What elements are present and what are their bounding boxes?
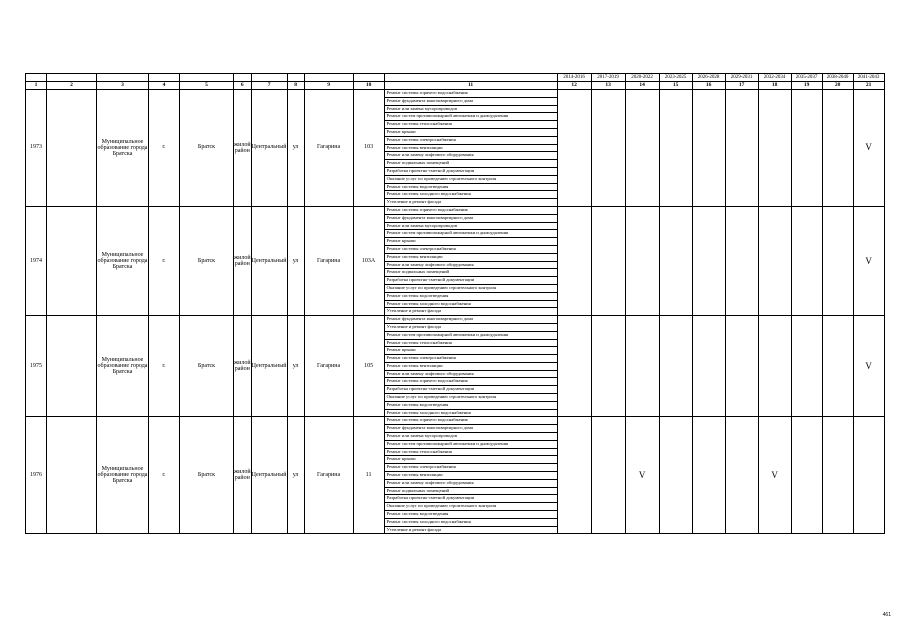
period-mark xyxy=(791,206,822,315)
city: Братск xyxy=(180,206,234,315)
column-number: 11 xyxy=(384,82,557,90)
period-mark xyxy=(791,316,822,417)
work-item: Ремонт системы электроснабжения xyxy=(384,355,557,363)
period-mark: V xyxy=(853,90,884,207)
work-item: Ремонт или замену лифтового оборудования xyxy=(384,370,557,378)
work-item: Ремонт систем противопожарной автоматики и дымоудаления xyxy=(384,113,557,121)
column-number: 18 xyxy=(758,82,791,90)
street-type: ул xyxy=(287,90,304,207)
work-item: Оказание услуг по проведению строительного контроля xyxy=(384,175,557,183)
street-type: ул xyxy=(287,206,304,315)
column-number: 4 xyxy=(149,82,180,90)
period-mark xyxy=(822,206,853,315)
district: Центральный xyxy=(251,316,287,417)
header-blank-cell xyxy=(353,74,384,82)
period-mark xyxy=(659,90,692,207)
district-type: жилой район xyxy=(234,90,252,207)
column-number: 21 xyxy=(853,82,884,90)
column-number: 10 xyxy=(353,82,384,90)
period-mark xyxy=(725,417,758,534)
house-number: 105 xyxy=(353,316,384,417)
work-item: Ремонт системы вентиляции xyxy=(384,144,557,152)
work-item: Ремонт подвальных помещений xyxy=(384,269,557,277)
work-item: Ремонт подвальных помещений xyxy=(384,487,557,495)
work-item: Ремонт системы холодного водоснабжения xyxy=(384,191,557,199)
row-id: 1974 xyxy=(26,206,47,315)
work-item: Ремонт или замену лифтового оборудования xyxy=(384,152,557,160)
capital-repair-table xyxy=(25,73,885,534)
period-header: 2029-2031 xyxy=(725,74,758,82)
district: Центральный xyxy=(251,90,287,207)
period-mark xyxy=(853,417,884,534)
table-row xyxy=(26,206,885,214)
period-header: 2041-2043 xyxy=(853,74,884,82)
city-type: г. xyxy=(149,90,180,207)
column-number: 16 xyxy=(692,82,725,90)
column-number: 15 xyxy=(659,82,692,90)
district: Центральный xyxy=(251,206,287,315)
work-item: Оказание услуг по проведению строительного контроля xyxy=(384,394,557,402)
work-item: Ремонт системы горячего водоснабжения xyxy=(384,378,557,386)
row-id: 1976 xyxy=(26,417,47,534)
period-header: 2038-2040 xyxy=(822,74,853,82)
period-mark xyxy=(758,316,791,417)
work-item: Ремонт системы теплоснабжения xyxy=(384,448,557,456)
street: Гагарина xyxy=(304,206,353,315)
column-number: 13 xyxy=(591,82,625,90)
work-item: Утепление и ремонт фасада xyxy=(384,323,557,331)
column-number: 8 xyxy=(287,82,304,90)
period-mark xyxy=(725,316,758,417)
work-item: Ремонт системы вентиляции xyxy=(384,253,557,261)
work-item: Ремонт системы электроснабжения xyxy=(384,136,557,144)
work-item: Ремонт или замена мусоропроводов xyxy=(384,222,557,230)
period-mark xyxy=(692,316,725,417)
district-type: жилой район xyxy=(234,206,252,315)
work-item: Оказание услуг по проведению строительного контроля xyxy=(384,503,557,511)
column-number: 12 xyxy=(557,82,591,90)
period-mark xyxy=(791,90,822,207)
city-type: г. xyxy=(149,206,180,315)
work-item: Разработка проектно-сметной документации xyxy=(384,495,557,503)
column-number: 20 xyxy=(822,82,853,90)
column-number: 6 xyxy=(234,82,252,90)
city-type: г. xyxy=(149,316,180,417)
city: Братск xyxy=(180,417,234,534)
city-type: г. xyxy=(149,417,180,534)
column-number: 9 xyxy=(304,82,353,90)
district-type: жилой район xyxy=(234,316,252,417)
work-item: Ремонт системы горячего водоснабжения xyxy=(384,90,557,98)
city: Братск xyxy=(180,316,234,417)
period-mark xyxy=(659,316,692,417)
work-item: Ремонт системы холодного водоснабжения xyxy=(384,409,557,417)
header-blank-cell xyxy=(47,74,97,82)
header-blank-cell xyxy=(149,74,180,82)
period-mark xyxy=(822,90,853,207)
header-blank-cell xyxy=(287,74,304,82)
page-number: 461 xyxy=(882,612,891,618)
period-mark xyxy=(822,316,853,417)
period-mark xyxy=(625,90,659,207)
work-item: Ремонт системы горячего водоснабжения xyxy=(384,417,557,425)
work-item: Ремонт крыши xyxy=(384,238,557,246)
period-mark xyxy=(659,206,692,315)
period-mark xyxy=(557,206,591,315)
work-item: Ремонт фундамента многоквартирного дома xyxy=(384,97,557,105)
street: Гагарина xyxy=(304,90,353,207)
work-item: Ремонт подвальных помещений xyxy=(384,160,557,168)
work-item: Разработка проектно-сметной документации xyxy=(384,386,557,394)
period-mark xyxy=(557,90,591,207)
period-mark xyxy=(692,417,725,534)
municipality: Муниципальное образование города Братска xyxy=(97,316,149,417)
column-number: 5 xyxy=(180,82,234,90)
table-row xyxy=(26,417,885,425)
municipality: Муниципальное образование города Братска xyxy=(97,206,149,315)
work-item: Утепление и ремонт фасада xyxy=(384,199,557,207)
row-blank xyxy=(47,316,97,417)
period-mark xyxy=(692,206,725,315)
column-number: 7 xyxy=(251,82,287,90)
work-item: Ремонт крыши xyxy=(384,347,557,355)
work-item: Ремонт или замену лифтового оборудования xyxy=(384,479,557,487)
period-mark xyxy=(625,316,659,417)
period-mark xyxy=(758,206,791,315)
period-header: 2020-2022 xyxy=(625,74,659,82)
work-item: Ремонт системы холодного водоснабжения xyxy=(384,300,557,308)
municipality: Муниципальное образование города Братска xyxy=(97,417,149,534)
period-mark xyxy=(557,316,591,417)
period-mark: V xyxy=(625,417,659,534)
period-mark xyxy=(591,90,625,207)
period-mark xyxy=(659,417,692,534)
row-id: 1973 xyxy=(26,90,47,207)
work-item: Ремонт фундамента многоквартирного дома xyxy=(384,316,557,324)
column-number: 3 xyxy=(97,82,149,90)
work-item: Ремонт системы водоотведения xyxy=(384,401,557,409)
header-blank-cell xyxy=(180,74,234,82)
work-item: Ремонт системы холодного водоснабжения xyxy=(384,518,557,526)
street: Гагарина xyxy=(304,417,353,534)
period-header: 2035-2037 xyxy=(791,74,822,82)
work-item: Ремонт фундамента многоквартирного дома xyxy=(384,214,557,222)
header-blank-cell xyxy=(304,74,353,82)
work-item: Ремонт системы теплоснабжения xyxy=(384,121,557,129)
period-header: 2032-2034 xyxy=(758,74,791,82)
work-item: Ремонт системы вентиляции xyxy=(384,362,557,370)
period-mark xyxy=(725,206,758,315)
house-number: 103 xyxy=(353,90,384,207)
period-mark xyxy=(591,316,625,417)
period-header: 2017-2019 xyxy=(591,74,625,82)
period-mark xyxy=(692,90,725,207)
street-type: ул xyxy=(287,417,304,534)
header-blank-cell xyxy=(234,74,252,82)
period-mark xyxy=(791,417,822,534)
work-item: Ремонт или замену лифтового оборудования xyxy=(384,261,557,269)
work-item: Ремонт систем противопожарной автоматики и дымоудаления xyxy=(384,230,557,238)
work-item: Разработка проектно-сметной документации xyxy=(384,277,557,285)
house-number: 11 xyxy=(353,417,384,534)
work-item: Ремонт или замена мусоропроводов xyxy=(384,433,557,441)
work-item: Ремонт крыши xyxy=(384,456,557,464)
work-item: Ремонт или замена мусоропроводов xyxy=(384,105,557,113)
district: Центральный xyxy=(251,417,287,534)
period-header: 2026-2028 xyxy=(692,74,725,82)
header-blank-cell xyxy=(26,74,47,82)
row-blank xyxy=(47,417,97,534)
work-item: Ремонт фундамента многоквартирного дома xyxy=(384,425,557,433)
column-number: 14 xyxy=(625,82,659,90)
work-item: Утепление и ремонт фасада xyxy=(384,308,557,316)
work-item: Ремонт систем противопожарной автоматики и дымоудаления xyxy=(384,331,557,339)
house-number: 103А xyxy=(353,206,384,315)
row-id: 1975 xyxy=(26,316,47,417)
work-item: Ремонт системы теплоснабжения xyxy=(384,339,557,347)
period-header: 2014-2016 xyxy=(557,74,591,82)
period-mark xyxy=(758,90,791,207)
header-blank-cell xyxy=(384,74,557,82)
work-item: Ремонт системы электроснабжения xyxy=(384,464,557,472)
period-header-row xyxy=(26,74,885,82)
work-item: Утепление и ремонт фасада xyxy=(384,526,557,534)
table-row xyxy=(26,90,885,98)
period-mark xyxy=(591,206,625,315)
work-item: Ремонт системы горячего водоснабжения xyxy=(384,206,557,214)
row-blank xyxy=(47,206,97,315)
work-item: Оказание услуг по проведению строительного контроля xyxy=(384,284,557,292)
work-item: Ремонт системы водоотведения xyxy=(384,183,557,191)
period-header: 2023-2025 xyxy=(659,74,692,82)
work-item: Ремонт системы вентиляции xyxy=(384,472,557,480)
district-type: жилой район xyxy=(234,417,252,534)
row-blank xyxy=(47,90,97,207)
column-number: 19 xyxy=(791,82,822,90)
period-mark xyxy=(625,206,659,315)
period-mark: V xyxy=(853,206,884,315)
period-mark xyxy=(822,417,853,534)
work-item: Ремонт крыши xyxy=(384,128,557,136)
work-item: Разработка проектно-сметной документации xyxy=(384,167,557,175)
header-blank-cell xyxy=(97,74,149,82)
table-row xyxy=(26,316,885,324)
period-mark xyxy=(725,90,758,207)
work-item: Ремонт системы водоотведения xyxy=(384,511,557,519)
header-blank-cell xyxy=(251,74,287,82)
column-number: 2 xyxy=(47,82,97,90)
period-mark xyxy=(557,417,591,534)
period-mark: V xyxy=(853,316,884,417)
work-item: Ремонт системы электроснабжения xyxy=(384,245,557,253)
municipality: Муниципальное образование города Братска xyxy=(97,90,149,207)
period-mark xyxy=(591,417,625,534)
street-type: ул xyxy=(287,316,304,417)
column-number: 1 xyxy=(26,82,47,90)
period-mark: V xyxy=(758,417,791,534)
street: Гагарина xyxy=(304,316,353,417)
city: Братск xyxy=(180,90,234,207)
column-number-row xyxy=(26,82,885,90)
column-number: 17 xyxy=(725,82,758,90)
work-item: Ремонт системы водоотведения xyxy=(384,292,557,300)
work-item: Ремонт систем противопожарной автоматики и дымоудаления xyxy=(384,440,557,448)
